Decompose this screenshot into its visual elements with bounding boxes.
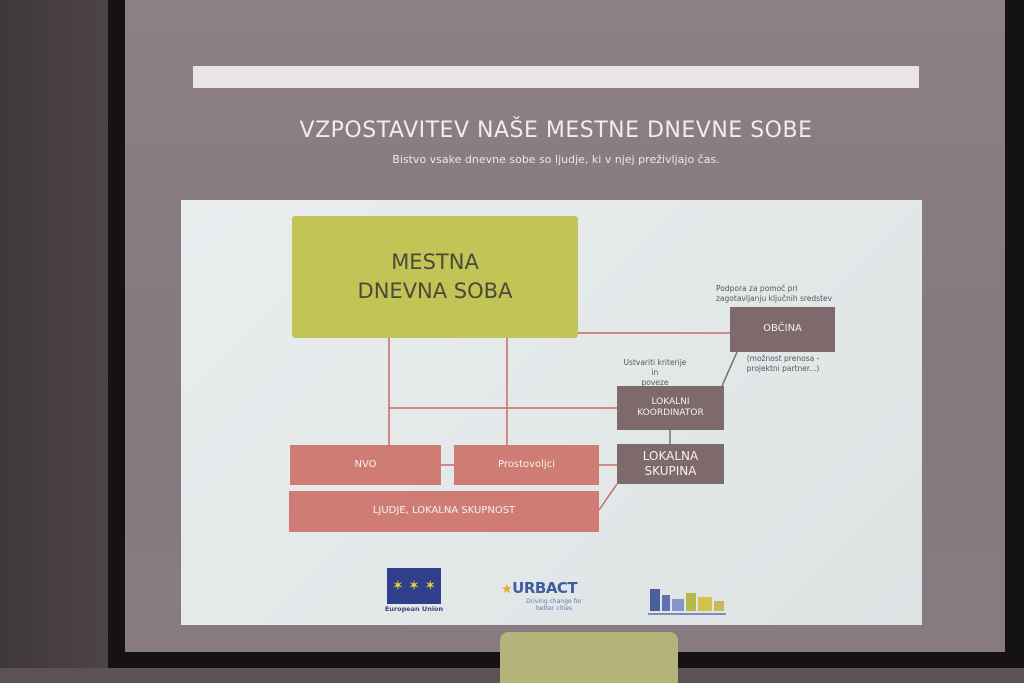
- connector-ljudje-skupina: [599, 484, 617, 510]
- eu-flag-logo: ✶ ✶ ✶: [387, 568, 441, 604]
- mestna-dnevna-soba-box: MESTNA DNEVNA SOBA: [292, 216, 578, 338]
- lokalni-koordinator-box: LOKALNI KOORDINATOR: [617, 386, 724, 430]
- urbact-logo-text: URBACT: [512, 579, 578, 597]
- nvo-box: NVO: [290, 445, 441, 485]
- note-ustvariti: Ustvariti kriterije in poveze: [623, 358, 687, 387]
- chair-back: [500, 632, 678, 683]
- slide-title: VZPOSTAVITEV NAŠE MESTNE DNEVNE SOBE: [299, 118, 813, 143]
- ljudje-box: LJUDJE, LOKALNA SKUPNOST: [289, 491, 599, 532]
- lokalna-skupina-box: LOKALNA SKUPINA: [617, 444, 724, 484]
- note-podpora: Podpora za pomoč pri zagotavljanju ključnih sredstev: [716, 284, 833, 303]
- star-icon: ★: [501, 582, 513, 597]
- urbact-logo: [501, 579, 577, 597]
- prostovoljci-box: Prostovoljci: [454, 445, 599, 485]
- urbact-tagline: Driving change for better cities: [526, 598, 582, 613]
- city-skyline-logo: [648, 577, 726, 619]
- slide-subtitle: Bistvo vsake dnevne sobe so ljudje, ki v njej preživljajo čas.: [392, 153, 720, 166]
- obcina-box: OBČINA: [730, 307, 835, 352]
- note-moznost: (možnost prenosa - projektni partner...): [746, 354, 820, 373]
- eu-logo-text: European Union: [384, 605, 444, 613]
